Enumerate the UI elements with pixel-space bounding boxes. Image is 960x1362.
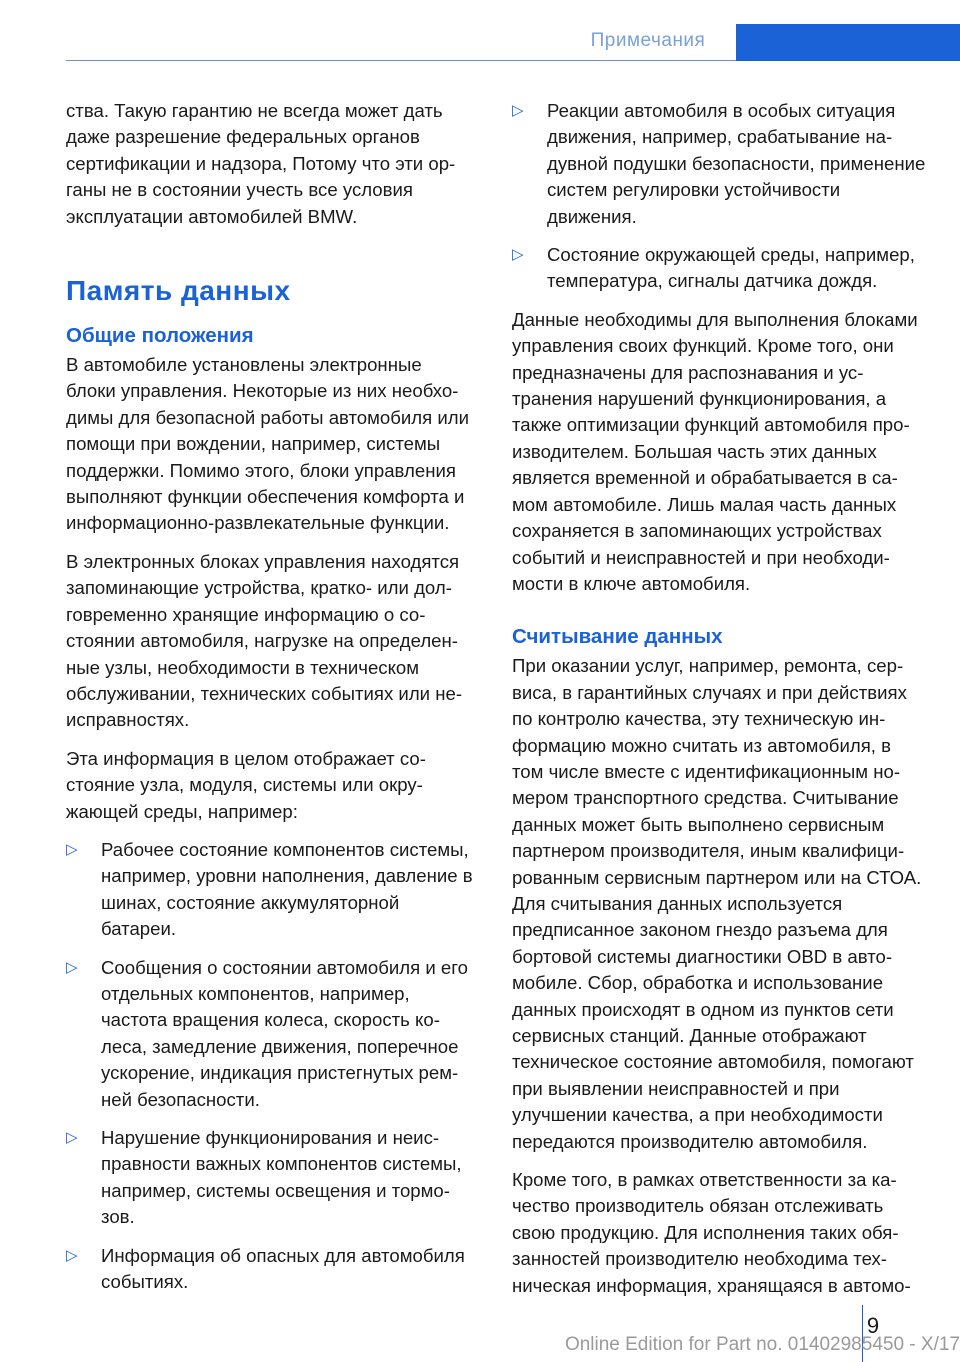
bullet-list <box>512 98 926 295</box>
list-item-text: Рабочее состояние компонентов системы, например, уровни наполнения, давление в шинах, состояние аккумуляторной батареи. <box>101 838 473 940</box>
list-item <box>512 98 926 230</box>
triangle-bullet-icon: ▷ <box>512 102 524 119</box>
list-item-text: Нарушение функционирования и неисправности важных компонентов системы, например, системы освещения и тормозов. <box>101 1127 462 1228</box>
triangle-bullet-icon: ▷ <box>66 1246 78 1264</box>
list-item <box>512 242 926 295</box>
list-item <box>66 1243 476 1296</box>
list-item-text: Состояние окружающей среды, например, температура, сигналы датчика дождя. <box>547 244 915 292</box>
list-item <box>66 837 476 943</box>
chapter-title: Примечания <box>590 30 706 51</box>
right-column <box>512 98 926 1311</box>
left-column <box>66 98 476 1307</box>
paragraph: Данные необходимы для выполнения блоками управления своих функций. Кроме того, они предназначены для распознавания и устранения нарушений функционирования, а также оптимизации функций автомобиля производителем. Большая часть этих данных является временной и обрабатывается в самом автомобиле. Лишь малая часть данных сохраняется в запоминающих устройствах событий и неисправностей и при необходимости в ключе автомобиля. <box>512 308 918 594</box>
list-item-text: Сообщения о состоянии автомобиля и его отдельных компонентов, например, частота вращения колеса, скорость колеса, замедление движения, поперечное ускорение, индикация пристегнутых ремней безопасности. <box>101 956 468 1110</box>
paragraph: В автомобиле установлены электронные блоки управления. Некоторые из них необходимы для безопасной работы автомобиля или помощи при вождении, например, системы поддержки. Помимо этого, блоки управления выполняют функции обеспечения комфорта и информационно-развлекательные функции. <box>66 354 470 534</box>
subsection-title-general: Общие положения <box>66 324 254 348</box>
triangle-bullet-icon: ▷ <box>66 840 78 858</box>
triangle-bullet-icon: ▷ <box>66 958 78 976</box>
edition-footer: Online Edition for Part no. 01402985450 - X/17 <box>564 1334 960 1355</box>
triangle-bullet-icon: ▷ <box>512 246 524 264</box>
section-title: Память данных <box>66 275 291 307</box>
header-rule <box>66 60 736 61</box>
paragraph: В электронных блоках управления находятся запоминающие устройства, кратко- или долговременно хранящие информацию о состоянии автомобиля, нагрузке на определенные узлы, необходимости в техническом обслуживании, технических событиях или неисправностях. <box>66 550 463 731</box>
list-item <box>66 1125 476 1231</box>
paragraph: Кроме того, в рамках ответственности за качество производитель обязан отслеживать свою продукцию. Для исполнения таких обязанностей производителю необходима техническая информация, хранящаяся в автомо- <box>512 1169 911 1296</box>
bullet-list <box>66 837 476 1296</box>
paragraph: При оказании услуг, например, ремонта, сервиса, в гарантийных случаях и при действиях по контролю качества, эту техническую информацию можно считать из автомобиля, в том числе вместе с идентификационным номером транспортного средства. Считывание данных может быть выполнено сервисным партнером производителя, иным квалифицированным сервисным партнером или на СТОА. Для считывания данных используется предписанное законом гнездо разъема для бортовой системы диагностики OBD в автомобиле. Сбор, обработка и использование данных происходят в одном из пунктов сети сервисных станций. Данные отображают техническое состояние автомобиля, помогают при выявлении неисправностей и при улучшении качества, а при необходимости передаются производителю автомобиля. <box>512 655 922 1152</box>
subsection-title-reading: Считывание данных <box>512 625 723 649</box>
header-accent-bar <box>736 24 960 61</box>
list-item <box>66 955 476 1113</box>
list-item-text: Информация об опасных для автомобиля событиях. <box>101 1244 465 1293</box>
page-number: 9 <box>866 1313 880 1338</box>
paragraph: Эта информация в целом отображает состояние узла, модуля, системы или окружающей среды, например: <box>66 747 426 822</box>
triangle-bullet-icon: ▷ <box>66 1129 78 1146</box>
list-item-text: Реакции автомобиля в особых ситуация движения, например, срабатывание надувной подушки безопасности, применение систем регулировки устойчивости движения. <box>547 100 926 227</box>
intro-paragraph: ства. Такую гарантию не всегда может дать даже разрешение федеральных органов сертификации и надзора, Потому что эти органы не в состоянии учесть все условия эксплуатации автомобилей BMW. <box>66 100 456 227</box>
